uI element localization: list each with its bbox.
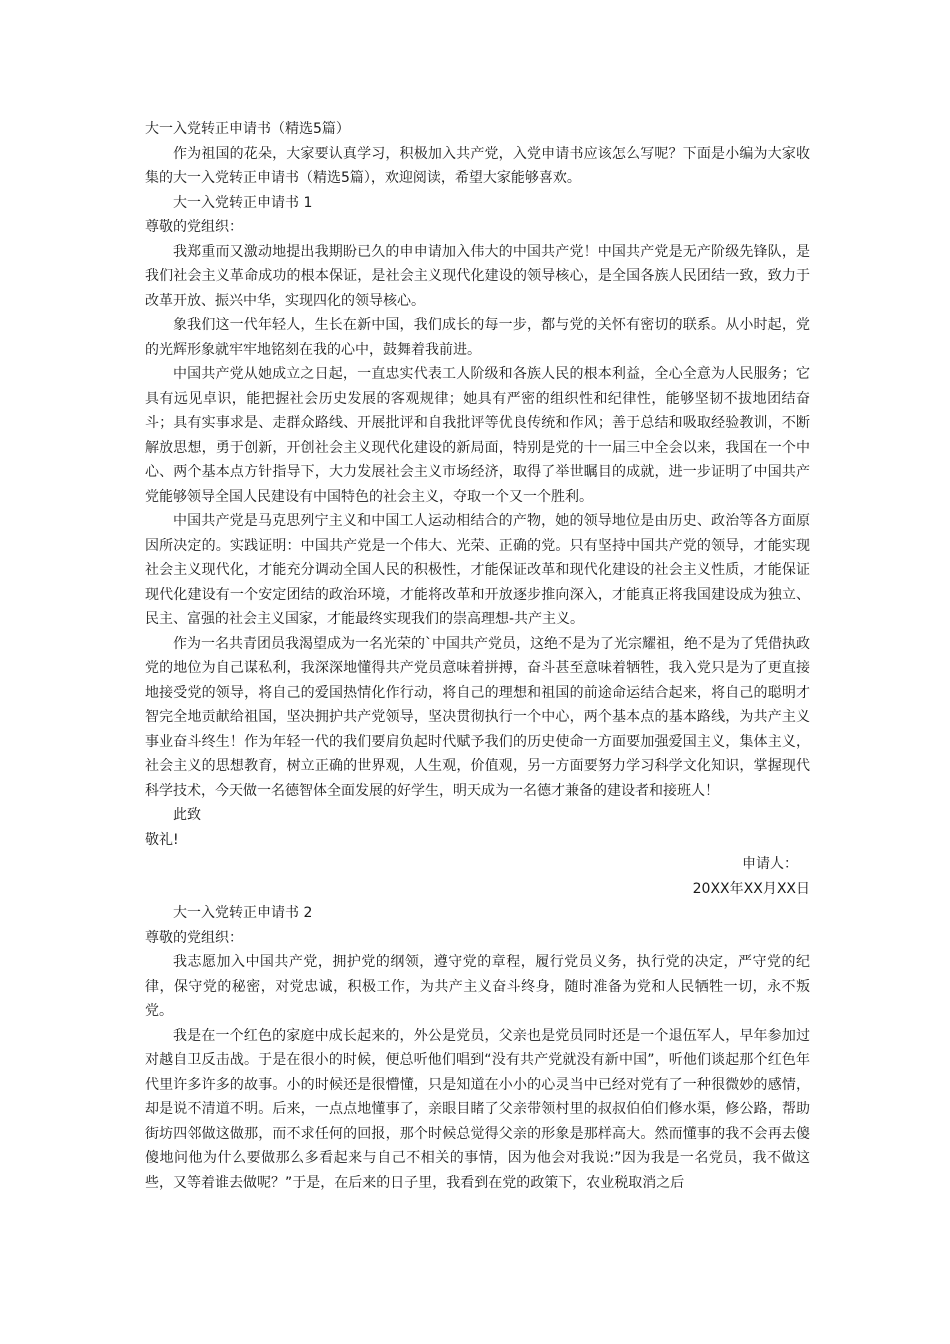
letter-1-salutation: 尊敬的党组织： [145,219,243,235]
letter-1-paragraph: 象我们这一代年轻人，生长在新中国，我们成长的每一步，都与党的关怀有密切的联系。从小时起，党的光辉形象就牢牢地铭刻在我的心中，鼓舞着我前进。 [145,317,810,358]
intro-paragraph: 作为祖国的花朵，大家要认真学习，积极加入共产党，入党申请书应该怎么写呢？下面是小编为大家收集的大一入党转正申请书（精选5篇），欢迎阅读，希望大家能够喜欢。 [145,145,810,186]
letter-2-paragraph: 我志愿加入中国共产党，拥护党的纲领，遵守党的章程，履行党员义务，执行党的决定，严守党的纪律，保守党的秘密，对党忠诚，积极工作，为共产主义奋斗终身，随时准备为党和人民牺牲一切，永不叛党。 [145,954,810,1019]
letter-1-paragraph: 中国共产党从她成立之日起，一直忠实代表工人阶级和各族人民的根本利益，全心全意为人民服务；它具有远见卓识，能把握社会历史发展的客观规律；她具有严密的组织性和纪律性，能够坚韧不拔地团结奋斗；具有实事求是、走群众路线、开展批评和自我批评等优良传统和作风；善于总结和吸取经验教训，不断解放思想，勇于创新，开创社会主义现代化建设的新局面，特别是党的十一届三中全会以来，我国在一个中心、两个基本点方针指导下，大力发展社会主义市场经济，取得了举世瞩目的成就，进一步证明了中国共产党能够领导全国人民建设有中国特色的社会主义，夺取一个又一个胜利。 [145,366,810,505]
letter-1-paragraph: 作为一名共青团员我渴望成为一名光荣的`中国共产党员，这绝不是为了光宗耀祖，绝不是为了凭借执政党的地位为自己谋私利，我深深地懂得共产党员意味着拼搏，奋斗甚至意味着牺牲，我入党只是为了更直接地接受党的领导，将自己的爱国热情化作行动，将自己的理想和祖国的前途命运结合起来，将自己的聪明才智完全地贡献给祖国，坚决拥护共产党领导，坚决贯彻执行一个中心，两个基本点的基本路线，为共产主义事业奋斗终生！作为年轻一代的我们要肩负起时代赋予我们的历史使命一方面要加强爱国主义，集体主义，社会主义的思想教育，树立正确的世界观，人生观，价值观，另一方面要努力学习科学文化知识，掌握现代科学技术，今天做一名德智体全面发展的好学生，明天成为一名德才兼备的建设者和接班人！ [145,635,810,799]
document-title: 大一入党转正申请书（精选5篇） [145,121,350,137]
letter-2-salutation: 尊敬的党组织： [145,929,243,946]
letter-1-regards: 敬礼! [145,831,179,848]
document-body [145,117,810,1195]
letter-1-closing: 此致 [173,807,201,823]
letter-2-heading: 大一入党转正申请书 2 [173,905,313,921]
letter-1-applicant: 申请人： [742,856,798,872]
letter-1-paragraph: 中国共产党是马克思列宁主义和中国工人运动相结合的产物，她的领导地位是由历史、政治等各方面原因所决定的。实践证明：中国共产党是一个伟大、光荣、正确的党。只有坚持中国共产党的领导，才能实现社会主义现代化，才能充分调动全国人民的积极性，才能保证改革和现代化建设的社会主义性质，才能保证现代化建设有一个安定团结的政治环境，才能将改革和开放逐步推向深入，才能真正将我国建设成为独立、民主、富强的社会主义国家，才能最终实现我们的崇高理想-共产主义。 [145,513,810,627]
letter-1-heading: 大一入党转正申请书 1 [173,194,313,211]
letter-2-paragraph: 我是在一个红色的家庭中成长起来的，外公是党员，父亲也是党员同时还是一个退伍军人，早年参加过对越自卫反击战。于是在很小的时候，便总听他们唱到“没有共产党就没有新中国”，听他们谈起那个红色年代里许多许多的故事。小的时候还是很懵懂，只是知道在小小的心灵当中已经对党有了一种很微妙的感情，却是说不清道不明。后来，一点点地懂事了，亲眼目睹了父亲带领村里的叔叔伯伯们修水渠，修公路，帮助街坊四邻做这做那，而不求任何的回报，那个时候总觉得父亲的形象是那样高大。然而懂事的我不会再去傻傻地问他为什么要做那么多看起来与自己不相关的事情，因为他会对我说:”因为我是一名党员，我不做这些，又等着谁去做呢？”于是，在后来的日子里，我看到在党的政策下，农业税取消之后 [145,1027,810,1191]
letter-1-paragraph: 我郑重而又激动地提出我期盼已久的申申请加入伟大的中国共产党！中国共产党是无产阶级先锋队，是我们社会主义革命成功的根本保证，是社会主义现代化建设的领导核心，是全国各族人民团结一致，致力于改革开放、振兴中华，实现四化的领导核心。 [145,243,810,309]
letter-1-date: 20XX年XX月XX日 [692,880,810,897]
